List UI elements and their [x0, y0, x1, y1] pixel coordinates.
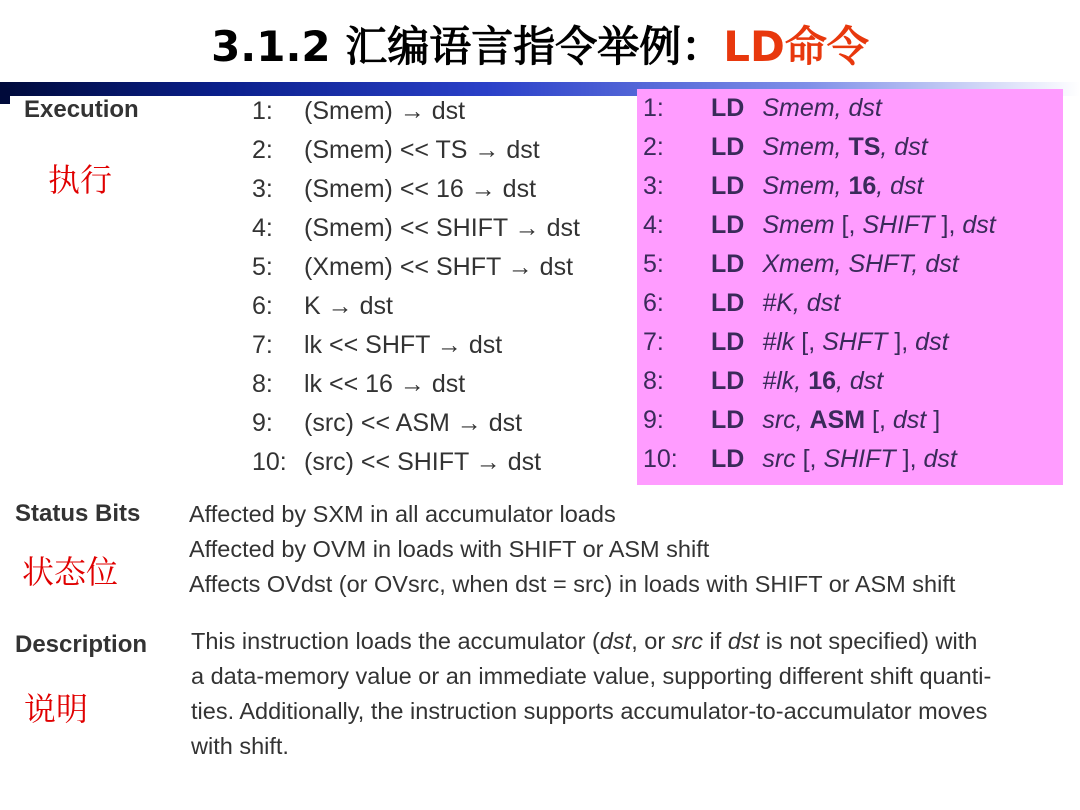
- execution-line: 9: (src) << ASM → dst: [252, 409, 523, 437]
- title-bar-stub: [0, 88, 10, 104]
- execution-line: 7: lk << SHFT → dst: [252, 331, 503, 359]
- syntax-line: 7: LD #lk [, SHFT ], dst: [643, 328, 949, 356]
- slide-title: [0, 14, 1080, 74]
- execution-label: Execution: [24, 96, 139, 123]
- description-line: with shift.: [191, 733, 289, 759]
- execution-line: 8: lk << 16 → dst: [252, 370, 466, 398]
- title-accent: LD命令: [723, 22, 869, 71]
- syntax-line: 2: LD Smem, TS, dst: [643, 133, 928, 161]
- description-line: ties. Additionally, the instruction supports accumulator-to-accumulator moves: [191, 698, 988, 724]
- status-line: Affected by OVM in loads with SHIFT or ASM shift: [189, 536, 710, 562]
- syntax-line: 1: LD Smem, dst: [643, 94, 882, 122]
- syntax-line: 10: LD src [, SHIFT ], dst: [643, 445, 957, 473]
- syntax-line: 6: LD #K, dst: [643, 289, 841, 317]
- syntax-line: 5: LD Xmem, SHFT, dst: [643, 250, 959, 278]
- execution-line: 10: (src) << SHIFT → dst: [252, 448, 542, 476]
- execution-line: 3: (Smem) << 16 → dst: [252, 175, 537, 203]
- syntax-line: 4: LD Smem [, SHIFT ], dst: [643, 211, 996, 239]
- status-label-cn: 状态位: [22, 553, 119, 591]
- execution-line: 2: (Smem) << TS → dst: [252, 136, 540, 164]
- syntax-line: 9: LD src, ASM [, dst ]: [643, 406, 941, 434]
- syntax-line: 8: LD #lk, 16, dst: [643, 367, 884, 395]
- title-main: 3.1.2 汇编语言指令举例：: [211, 22, 724, 71]
- execution-line: 4: (Smem) << SHIFT → dst: [252, 214, 580, 242]
- description-line: This instruction loads the accumulator (dst, or src if dst is not specified) with: [191, 628, 978, 654]
- execution-label-cn: 执行: [48, 161, 113, 199]
- status-line: Affects OVdst (or OVsrc, when dst = src) in loads with SHIFT or ASM shift: [189, 571, 956, 597]
- description-label-cn: 说明: [24, 690, 89, 728]
- execution-line: 6: K → dst: [252, 292, 393, 320]
- status-line: Affected by SXM in all accumulator loads: [189, 501, 616, 527]
- description-line: a data-memory value or an immediate value, supporting different shift quanti-: [191, 663, 992, 689]
- execution-list: [252, 92, 580, 482]
- description-text: [191, 624, 991, 764]
- status-label: Status Bits: [15, 500, 141, 527]
- execution-line: 5: (Xmem) << SHFT → dst: [252, 253, 574, 281]
- syntax-line: 3: LD Smem, 16, dst: [643, 172, 924, 200]
- status-lines: [189, 497, 955, 602]
- execution-line: 1: (Smem) → dst: [252, 97, 466, 125]
- description-label: Description: [15, 631, 148, 658]
- syntax-box: [637, 89, 1063, 485]
